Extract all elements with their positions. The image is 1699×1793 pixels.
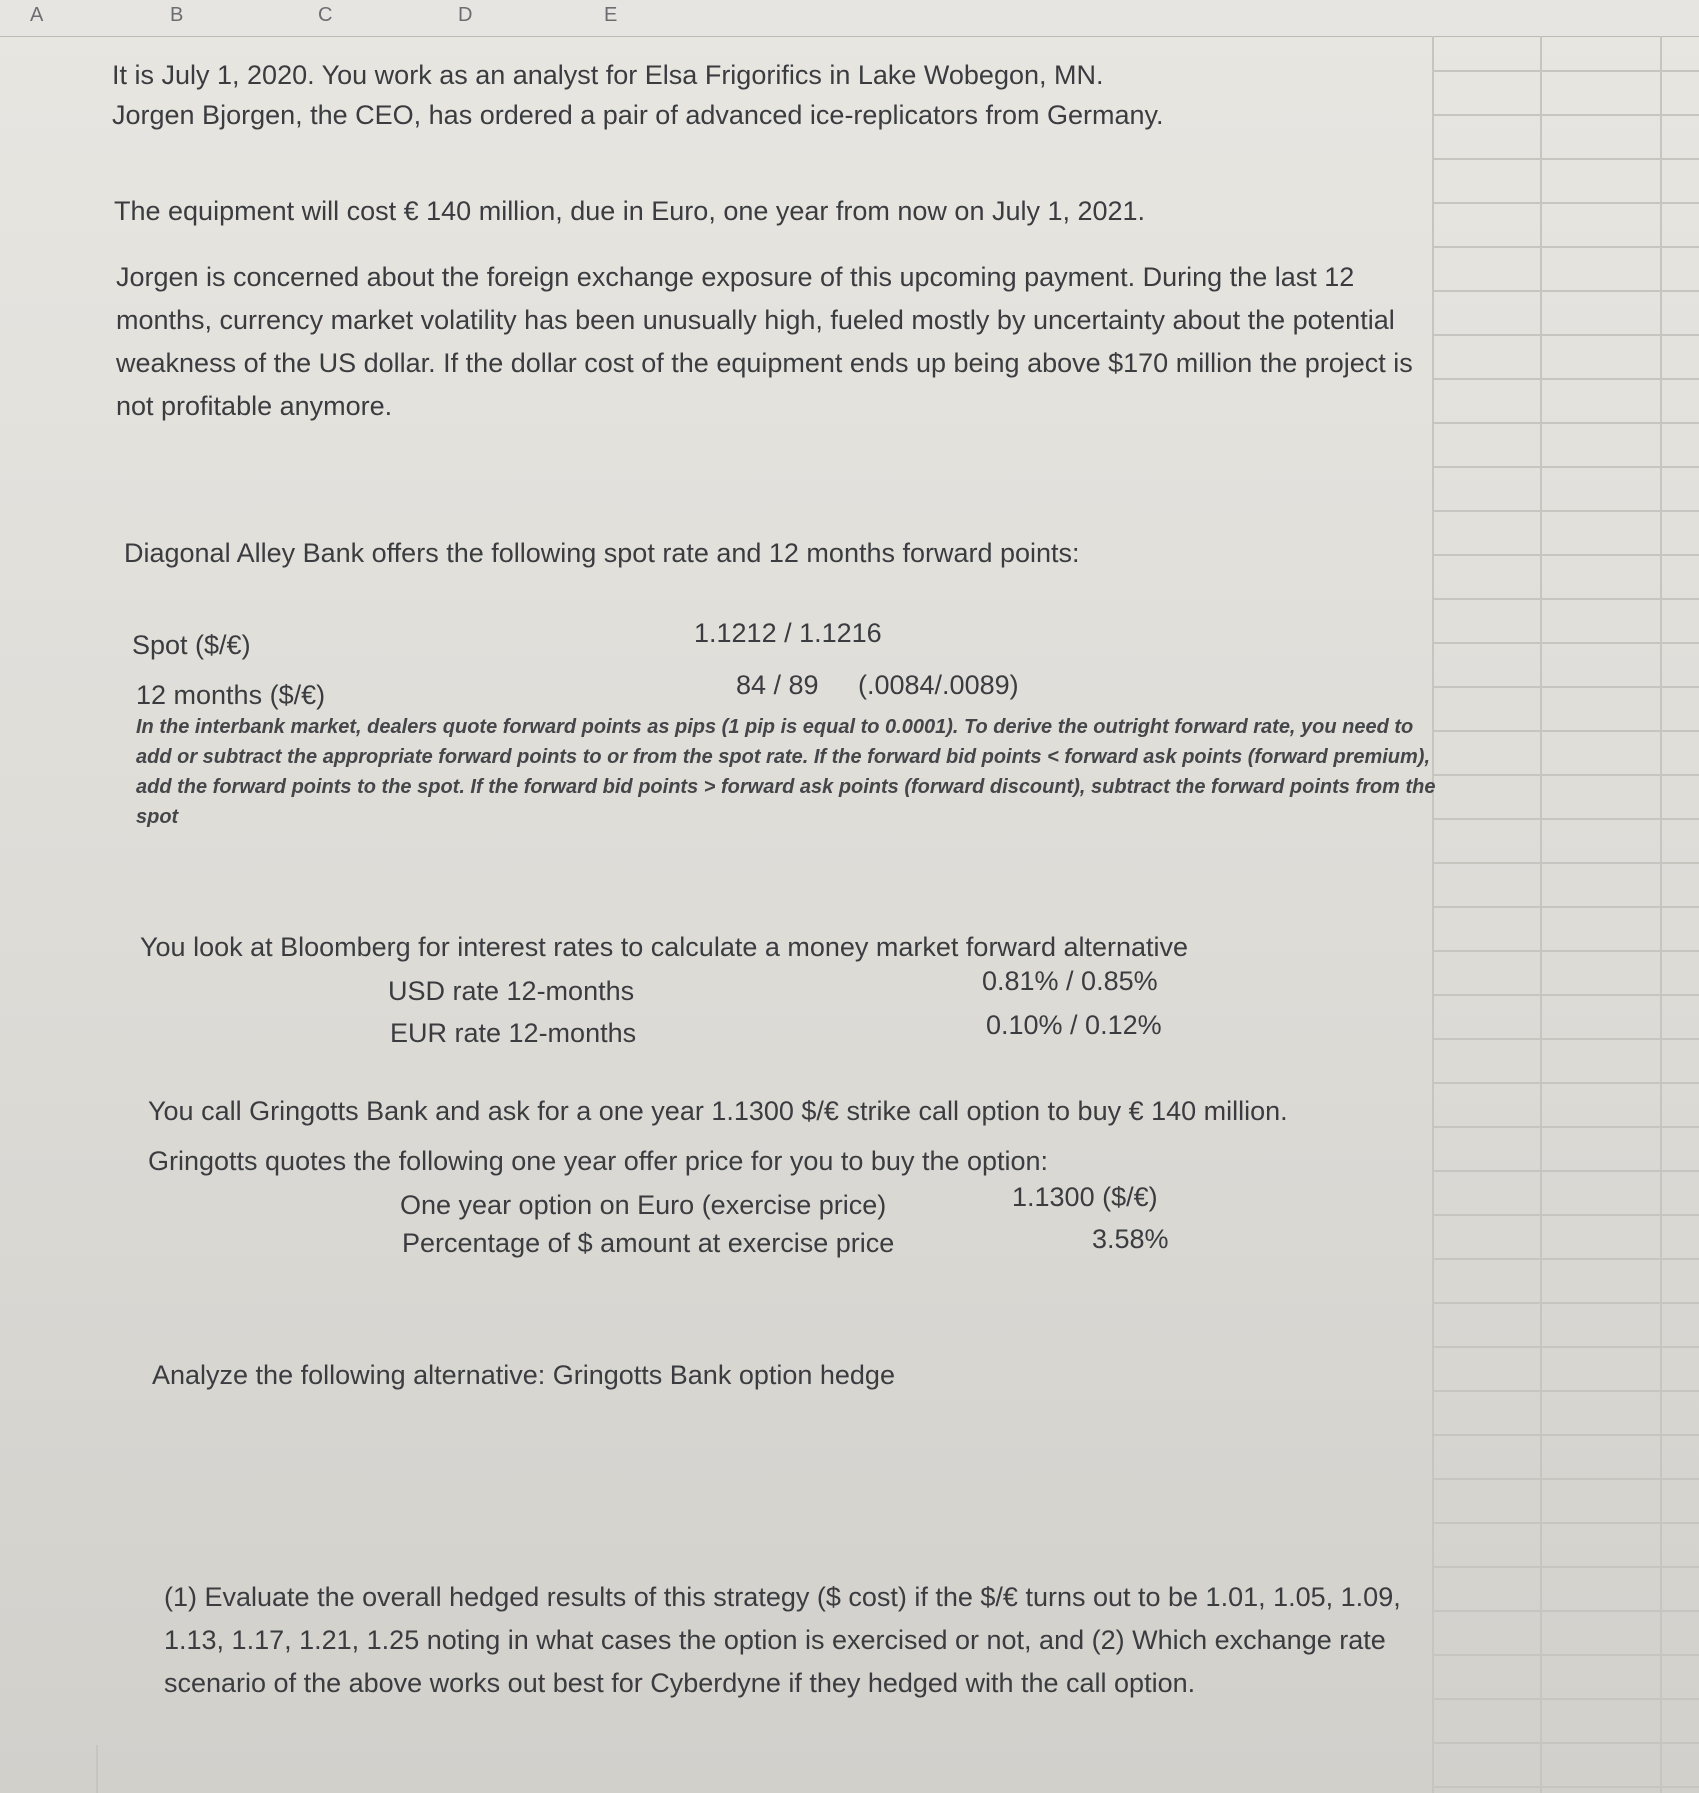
eur-rate-value[interactable]: 0.10% / 0.12% — [986, 1010, 1162, 1040]
gridline — [1432, 1610, 1699, 1612]
usd-rate-label: USD rate 12-months — [388, 976, 635, 1006]
gridline — [96, 1745, 98, 1793]
gridline — [1432, 1082, 1699, 1084]
gridline — [1432, 1786, 1699, 1788]
gridline — [1660, 36, 1662, 1793]
gridline — [1432, 1214, 1699, 1216]
exercise-price-value[interactable]: 1.1300 ($/€) — [1012, 1182, 1158, 1212]
gridline — [1432, 1258, 1699, 1260]
column-header-b[interactable]: B — [170, 4, 184, 26]
column-header-d[interactable]: D — [458, 4, 473, 26]
gridline — [1432, 510, 1699, 512]
gridline — [1432, 1126, 1699, 1128]
gridline — [1432, 862, 1699, 864]
forward-points-value[interactable]: 84 / 89 — [736, 670, 819, 700]
gridline — [1432, 686, 1699, 688]
gridline — [1432, 334, 1699, 336]
column-header-e[interactable]: E — [604, 4, 618, 26]
gridline — [1432, 1390, 1699, 1392]
gridline — [1432, 774, 1699, 776]
gridline — [1432, 378, 1699, 380]
column-header-a[interactable]: A — [30, 4, 44, 26]
bloomberg-heading: You look at Bloomberg for interest rates to calculate a money market forward alternative — [140, 932, 1189, 962]
gridline — [1432, 1478, 1699, 1480]
gridline — [1432, 1654, 1699, 1656]
gridline — [1432, 906, 1699, 908]
gringotts-line-2: Gringotts quotes the following one year offer price for you to buy the option: — [148, 1146, 1049, 1176]
forward-decimal-value[interactable]: (.0084/.0089) — [858, 670, 1019, 700]
equipment-cost-text: The equipment will cost € 140 million, due in Euro, one year from now on July 1, 2021. — [114, 196, 1146, 226]
forward-label: 12 months ($/€) — [136, 680, 326, 710]
eur-rate-label: EUR rate 12-months — [390, 1018, 637, 1048]
gridline — [1432, 114, 1699, 116]
gridline — [1432, 554, 1699, 556]
gridline — [1432, 290, 1699, 292]
gridline — [1432, 994, 1699, 996]
gringotts-line-1: You call Gringotts Bank and ask for a one year 1.1300 $/€ strike call option to buy € 140 million. — [148, 1096, 1288, 1126]
gridline — [1432, 1346, 1699, 1348]
gridline — [1432, 1742, 1699, 1744]
spot-label: Spot ($/€) — [132, 630, 251, 660]
gridline — [1432, 422, 1699, 424]
gridline — [1432, 1302, 1699, 1304]
gridline — [1432, 1522, 1699, 1524]
gridline — [1432, 642, 1699, 644]
gridline — [1432, 70, 1699, 72]
percentage-value[interactable]: 3.58% — [1092, 1224, 1169, 1254]
forward-points-note: In the interbank market, dealers quote forward points as pips (1 pip is equal to 0.0001). To derive the outright forward rate, you need to add or subtract the appropriate forward points to or from the spot rate. If the forward bid points < forward ask points (forward premium), add the forward points to the spot. If the forward bid points > forward ask points (forward discount), subtract the forward points from the spot — [136, 716, 1436, 828]
gridline — [1432, 950, 1699, 952]
gridline — [1432, 598, 1699, 600]
question-paragraph: (1) Evaluate the overall hedged results of this strategy ($ cost) if the $/€ turns out to be 1.01, 1.05, 1.09, 1.13, 1.17, 1.21, 1.25 noting in what cases the option is exercised or not, and (2) Which exchange rate scenario of the above works out best for Cyberdyne if they hedged with the call option. — [164, 1582, 1401, 1698]
gridline — [1432, 1038, 1699, 1040]
gridline — [1432, 1566, 1699, 1568]
gridline — [1432, 158, 1699, 160]
exercise-price-label: One year option on Euro (exercise price) — [400, 1190, 887, 1220]
bank-offer-heading: Diagonal Alley Bank offers the following spot rate and 12 months forward points: — [124, 538, 1080, 568]
intro-line-1: It is July 1, 2020. You work as an analyst for Elsa Frigorifics in Lake Wobegon, MN. — [112, 60, 1104, 90]
column-header-c[interactable]: C — [318, 4, 333, 26]
gridline — [1432, 818, 1699, 820]
intro-line-2: Jorgen Bjorgen, the CEO, has ordered a pair of advanced ice-replicators from Germany. — [112, 100, 1164, 130]
spot-value[interactable]: 1.1212 / 1.1216 — [694, 618, 882, 648]
gridline — [1540, 36, 1542, 1793]
usd-rate-value[interactable]: 0.81% / 0.85% — [982, 966, 1158, 996]
gridline — [1432, 202, 1699, 204]
gridline — [1432, 1434, 1699, 1436]
percentage-label: Percentage of $ amount at exercise price — [402, 1228, 895, 1258]
gridline — [1432, 730, 1699, 732]
column-header-bar — [0, 0, 1699, 37]
gridline — [1432, 466, 1699, 468]
gridline — [1432, 1698, 1699, 1700]
analyze-heading: Analyze the following alternative: Gringotts Bank option hedge — [152, 1360, 895, 1390]
gridline — [1432, 1170, 1699, 1172]
concern-paragraph: Jorgen is concerned about the foreign exchange exposure of this upcoming payment. During the last 12 months, currency market volatility has been unusually high, fueled mostly by uncertainty about the potential weakness of the US dollar. If the dollar cost of the equipment ends up being above $170 million the project is not profitable anymore. — [116, 262, 1413, 421]
gridline — [1432, 246, 1699, 248]
